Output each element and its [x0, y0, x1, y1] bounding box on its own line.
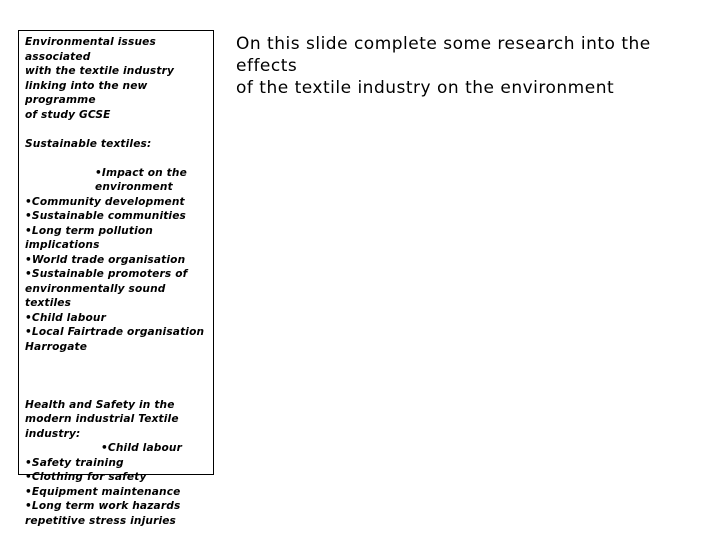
box-heading-line: with the textile industry — [25, 65, 175, 77]
indented-list-item: •Child labour — [101, 442, 182, 454]
list-item: •Child labour — [25, 311, 106, 324]
list-item: •World trade organisation — [25, 253, 186, 266]
health-safety-title: Health and Safety in the — [25, 398, 175, 411]
spacer — [25, 122, 209, 137]
box-heading-line: linking into the new programme — [25, 79, 148, 106]
list-item: •Long term pollution — [25, 224, 153, 237]
slide-instruction — [236, 33, 706, 99]
box-heading-line: of study GCSE — [25, 108, 111, 121]
list-item: •Equipment maintenance — [25, 485, 181, 498]
instruction-line: of the textile industry on the environment — [236, 78, 615, 98]
health-safety-title: modern industrial Textile — [25, 413, 179, 425]
list-item: Harrogate — [25, 340, 88, 353]
sustainable-textiles-title: Sustainable textiles: — [25, 137, 152, 150]
list-item: •Sustainable promoters of — [25, 268, 188, 280]
instruction-line: On this slide complete some research into the effects — [236, 34, 651, 76]
list-item: •Sustainable communities — [25, 210, 187, 222]
list-item: •Long term work hazards — [25, 500, 181, 512]
indented-list-item: •Impact on the — [95, 166, 187, 179]
spacer — [25, 354, 209, 398]
list-item: •Safety training — [25, 456, 124, 469]
indented-list-item: environment — [95, 181, 173, 193]
list-item: •Community development — [25, 195, 185, 208]
list-item: implications — [25, 239, 100, 251]
health-safety-title: industry: — [25, 427, 81, 440]
list-item: environmentally sound textiles — [25, 282, 166, 309]
spacer — [25, 151, 209, 166]
info-text-box — [18, 30, 214, 527]
list-item: repetitive stress injuries — [25, 514, 177, 527]
list-item: •Local Fairtrade organisation — [25, 326, 205, 338]
list-item: •Clothing for safety — [25, 471, 147, 483]
box-heading-line: Environmental issues associated — [25, 36, 156, 63]
